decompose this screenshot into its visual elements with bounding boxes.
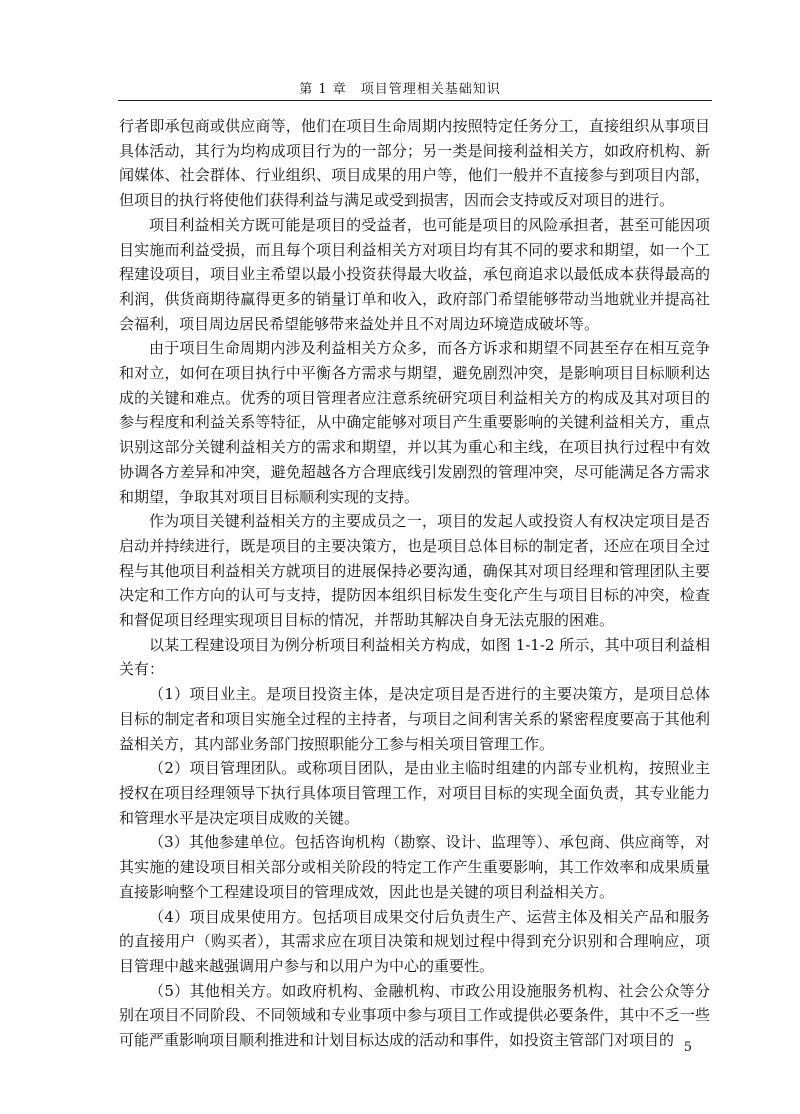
list-item: （5）其他相关方。如政府机构、金融机构、市政公用设施服务机构、社会公众等分别在项目不同阶段、不同领域和专业事项中参与项目工作或提供必要条件，其中不乏一些可能严重影响项目顺利推进和计划目标达成的活动和事件，如投资主管部门对项目的	[119, 981, 710, 1050]
list-item: （4）项目成果使用方。包括项目成果交付后负责生产、运营主体及相关产品和服务的直接用户（购买者），其需求应在项目决策和规划过程中得到充分识别和合理响应，项目管理中越来越强调用户参与和以用户为中心的重要性。	[119, 907, 710, 975]
paragraph: 由于项目生命周期内涉及利益相关方众多，而各方诉求和期望不同甚至存在相互竞争和对立，如何在项目执行中平衡各方需求与期望，避免剧烈冲突，是影响项目目标顺利达成的关键和难点。优秀的项目管理者应注意系统研究项目利益相关方的构成及其对项目的参与程度和利益关系等特征，从中确定能够对项目产生重要影响的关键利益相关方，重点识别这部分关键利益相关方的需求和期望，并以其为重心和主线，在项目执行过程中有效协调各方差异和冲突，避免超越各方合理底线引发剧烈的管理冲突，尽可能满足各方需求和期望，争取其对项目目标顺利实现的支持。	[119, 339, 710, 506]
paragraph: 行者即承包商或供应商等，他们在项目生命周期内按照特定任务分工，直接组织从事项目具体活动，其行为均构成项目行为的一部分；另一类是间接利益相关方，如政府机构、新闻媒体、社会群体、行业组织、项目成果的用户等，他们一般并不直接参与到项目内部，但项目的执行将使他们获得利益与满足或受到损害，因而会支持或反对项目的进行。	[119, 117, 710, 210]
paragraph: 以某工程建设项目为例分析项目利益相关方构成，如图 1-1-2 所示，其中项目利益相关有：	[119, 635, 710, 679]
paragraph: 项目利益相关方既可能是项目的受益者，也可能是项目的风险承担者，甚至可能因项目实施而利益受损，而且每个项目利益相关方对项目均有其不同的要求和期望，如一个工程建设项目，项目业主希望以最小投资获得最大收益，承包商追求以最低成本获得最高的利润，供货商期待赢得更多的销量订单和收入，政府部门希望能够带动当地就业并提高社会福利，项目周边居民希望能够带来益处并且不对周边环境造成破坏等。	[119, 215, 710, 333]
body-text	[119, 114, 710, 1053]
paragraph: 作为项目关键利益相关方的主要成员之一，项目的发起人或投资人有权决定项目是否启动并持续进行，既是项目的主要决策方，也是项目总体目标的制定者，还应在项目全过程与其他项目利益相关方就项目的进展保持必要沟通，确保其对项目经理和管理团队主要决定和工作方向的认可与支持，提防因本组织目标发生变化产生与项目目标的冲突，检查和督促项目经理实现项目目标的情况，并帮助其解决自身无法克服的困难。	[119, 512, 710, 630]
list-item: （2）项目管理团队。或称项目团队，是由业主临时组建的内部专业机构，按照业主授权在项目经理领导下执行具体项目管理工作，对项目目标的实现全面负责，其专业能力和管理水平是决定项目成败的关键。	[119, 759, 710, 827]
list-item: （3）其他参建单位。包括咨询机构（勘察、设计、监理等）、承包商、供应商等，对其实施的建设项目相关部分或相关阶段的特定工作产生重要影响，其工作效率和成果质量直接影响整个工程建设项目的管理成效，因此也是关键的项目利益相关方。	[119, 833, 710, 901]
list-item: （1）项目业主。是项目投资主体，是决定项目是否进行的主要决策方，是项目总体目标的制定者和项目实施全过程的主持者，与项目之间利害关系的紧密程度要高于其他利益相关方，其内部业务部门按照职能分工参与相关项目管理工作。	[119, 685, 710, 753]
header-rule	[118, 100, 712, 101]
page-number: 5	[683, 1040, 692, 1055]
running-header: 第 1 章 项目管理相关基础知识	[299, 82, 501, 97]
